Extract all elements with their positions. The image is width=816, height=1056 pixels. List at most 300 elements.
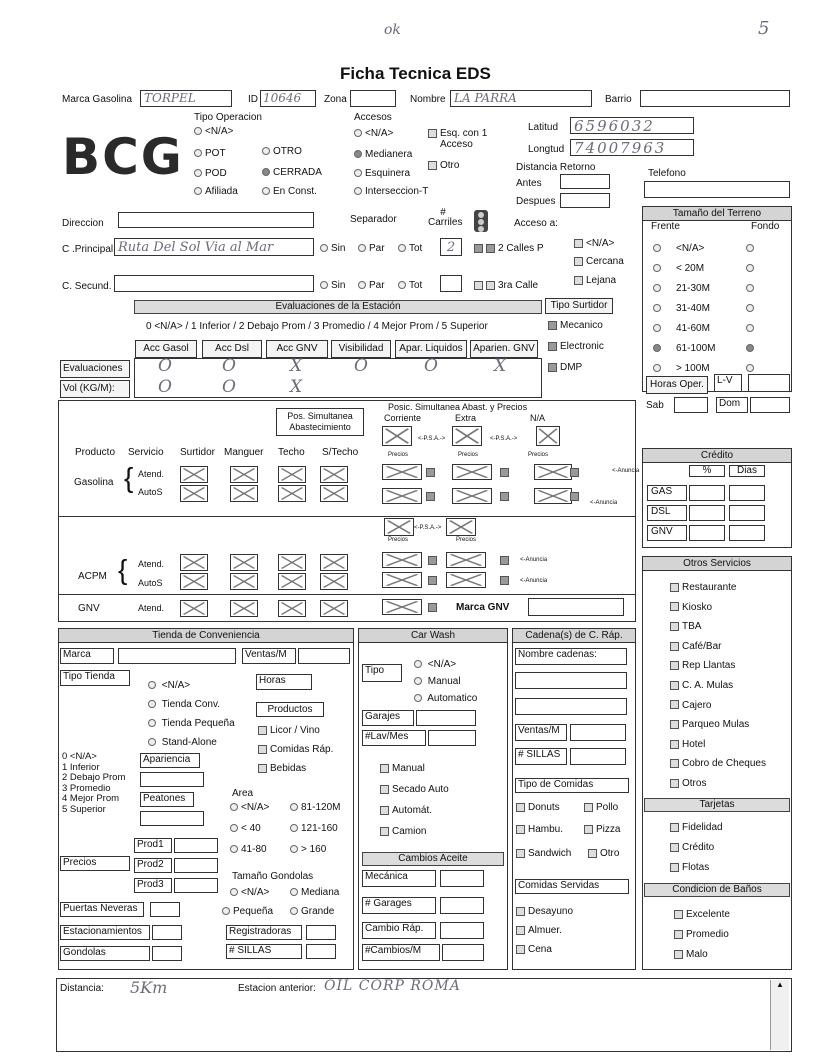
terreno-row-100[interactable]: > 100M bbox=[653, 359, 757, 379]
anuncia-checkbox[interactable] bbox=[500, 492, 509, 501]
comida-pollo[interactable]: Pollo bbox=[584, 802, 618, 813]
lv-field[interactable]: L-V bbox=[714, 374, 742, 392]
prod-licor[interactable]: Licor / Vino bbox=[258, 721, 333, 740]
producto-checkbox[interactable] bbox=[452, 426, 482, 446]
acpm-autos-label: AutoS bbox=[138, 578, 163, 588]
otros-servicios-title: Otros Servicios bbox=[643, 557, 791, 571]
op-en-const[interactable]: En Const. bbox=[262, 186, 317, 197]
extra-label: Extra bbox=[455, 413, 477, 423]
carwash-tipo-options bbox=[414, 656, 477, 707]
banos-list bbox=[674, 905, 730, 965]
acc-medianera[interactable]: Medianera bbox=[354, 149, 412, 160]
c-principal-field[interactable]: Ruta Del Sol Via al Mar bbox=[114, 238, 314, 256]
eval-mark-4: O bbox=[354, 356, 368, 376]
registradoras-field[interactable] bbox=[306, 925, 336, 940]
apariencia-label: Apariencia bbox=[140, 753, 200, 768]
otros-servicios-list bbox=[670, 578, 766, 794]
producto-checkbox[interactable] bbox=[382, 464, 422, 480]
svc-hotel[interactable]: Hotel bbox=[670, 735, 766, 755]
carwash-chk-secado[interactable]: Secado Auto bbox=[380, 779, 449, 800]
producto-checkbox[interactable] bbox=[230, 485, 258, 502]
peatones-label: Peatones bbox=[140, 792, 194, 807]
col-acc-gasol: Acc Gasol bbox=[135, 340, 197, 358]
vol-mark-1: O bbox=[158, 377, 172, 397]
eval-mark-1: O bbox=[158, 356, 172, 376]
cambio-rap-label: Cambio Ráp. bbox=[362, 922, 436, 939]
nombre-cadenas-field-2[interactable] bbox=[515, 698, 627, 715]
fondo-label: Fondo bbox=[751, 221, 780, 232]
tienda-horas-label: Horas bbox=[256, 674, 312, 690]
gondola-na[interactable]: <N/A> bbox=[230, 887, 269, 898]
anuncia-checkbox[interactable] bbox=[570, 468, 579, 477]
anuncia-checkbox[interactable] bbox=[428, 576, 437, 585]
tipo-tienda-label: Tipo Tienda bbox=[60, 670, 130, 686]
precios-label-2: Precios bbox=[458, 452, 479, 458]
producto-checkbox[interactable] bbox=[446, 552, 486, 568]
gondolas-field[interactable] bbox=[152, 946, 182, 961]
cadena-title: Cadena(s) de C. Ráp. bbox=[513, 629, 635, 643]
tienda-opt-conv[interactable]: Tienda Conv. bbox=[148, 695, 235, 714]
notes-scrollbar[interactable] bbox=[770, 980, 789, 1050]
tarjeta-fidelidad[interactable]: Fidelidad bbox=[670, 818, 723, 838]
anuncia-checkbox[interactable] bbox=[428, 556, 437, 565]
psa-label-1: <-P.S.A.-> bbox=[418, 436, 446, 442]
carwash-title: Car Wash bbox=[359, 629, 507, 643]
mecanica-field[interactable] bbox=[440, 870, 484, 887]
producto-checkbox[interactable] bbox=[180, 573, 208, 590]
productos-options bbox=[258, 721, 333, 778]
c-secund-field[interactable] bbox=[114, 275, 314, 292]
despues-field[interactable] bbox=[560, 193, 610, 208]
scale-3: 3 Promedio bbox=[62, 782, 111, 794]
terreno-row-20[interactable]: < 20M bbox=[653, 259, 757, 279]
anuncia-checkbox[interactable] bbox=[426, 492, 435, 501]
col-surtidor: Surtidor bbox=[180, 447, 216, 458]
svc-parqueo-mulas[interactable]: Parqueo Mulas bbox=[670, 715, 766, 735]
prod-comidas[interactable]: Comidas Ráp. bbox=[258, 740, 333, 759]
eval-mark-3: X bbox=[290, 356, 303, 376]
servida-cena[interactable]: Cena bbox=[516, 940, 573, 959]
scale-5: 5 Superior bbox=[62, 803, 106, 815]
col-acc-dsl: Acc Dsl bbox=[202, 340, 262, 358]
comida-otro[interactable]: Otro bbox=[588, 848, 619, 859]
gondola-mediana[interactable]: Mediana bbox=[290, 887, 339, 898]
col-servicio: Servicio bbox=[128, 447, 164, 458]
carriles-label: # Carriles bbox=[428, 207, 463, 228]
precios-label-4: Precios bbox=[388, 537, 409, 543]
garajes-label: Garajes bbox=[362, 710, 414, 726]
principal-carriles-field[interactable]: 2 bbox=[440, 238, 462, 256]
tarjeta-flotas[interactable]: Flotas bbox=[670, 858, 723, 878]
distancia-label: Distancia: bbox=[60, 983, 104, 994]
nombre-cadenas-field-1[interactable] bbox=[515, 672, 627, 689]
evaluaciones-grid bbox=[134, 358, 542, 398]
producto-checkbox[interactable] bbox=[278, 554, 306, 571]
evaluaciones-row-label: Evaluaciones bbox=[60, 360, 130, 378]
na-label: N/A bbox=[530, 413, 546, 423]
col-producto: Producto bbox=[75, 447, 116, 458]
tienda-sillas-label: # SILLAS bbox=[226, 944, 302, 959]
scale-0: 0 <N/A> bbox=[62, 751, 97, 762]
credito-pct-header: % bbox=[689, 465, 725, 477]
tienda-opt-pequena[interactable]: Tienda Pequeña bbox=[148, 714, 235, 733]
estacionamientos-field[interactable] bbox=[152, 925, 182, 940]
distancia-retorno-label: Distancia Retorno bbox=[516, 162, 596, 173]
credito-gnv-pct[interactable] bbox=[689, 525, 725, 541]
longitud-field[interactable]: 74007963 bbox=[570, 139, 694, 156]
anuncia-checkbox[interactable] bbox=[500, 556, 509, 565]
tienda-marca-field[interactable] bbox=[118, 648, 236, 664]
credito-dias-header: Dias bbox=[729, 465, 765, 477]
despues-label: Despues bbox=[516, 196, 556, 207]
scroll-up-icon[interactable]: ▲ bbox=[776, 980, 784, 989]
antes-label: Antes bbox=[516, 178, 542, 189]
gasolina-label: Gasolina bbox=[74, 477, 114, 488]
op-otro[interactable]: OTRO bbox=[262, 146, 302, 157]
nombre-field[interactable]: LA PARRA bbox=[450, 90, 592, 107]
servida-almuerzo[interactable]: Almuer. bbox=[516, 921, 573, 940]
puertas-neveras-field[interactable] bbox=[150, 902, 180, 917]
area-81-120[interactable]: 81-120M bbox=[290, 802, 340, 813]
op-pod[interactable]: POD bbox=[194, 168, 227, 179]
carwash-chk-automat[interactable]: Automát. bbox=[380, 800, 449, 821]
producto-checkbox[interactable] bbox=[230, 600, 258, 617]
prod3-field[interactable] bbox=[174, 878, 218, 893]
col-manguer: Manguer bbox=[224, 447, 264, 458]
posic-label: Posic. Simultanea Abast. y Precios bbox=[388, 402, 528, 412]
evaluaciones-header: Evaluaciones de la Estación bbox=[134, 300, 542, 314]
vol-row-label: Vol (KG/M): bbox=[60, 380, 130, 398]
svc-ca-mulas[interactable]: C. A. Mulas bbox=[670, 676, 766, 696]
surtidor-mecanico[interactable]: Mecanico bbox=[548, 320, 603, 331]
prod2-label: Prod2 bbox=[134, 858, 172, 873]
producto-checkbox[interactable] bbox=[320, 554, 348, 571]
id-label: ID bbox=[248, 94, 258, 105]
direccion-label: Direccion bbox=[62, 218, 104, 229]
producto-checkbox[interactable] bbox=[230, 466, 258, 483]
credito-gas-dias[interactable] bbox=[729, 485, 765, 501]
lv-hours-field[interactable] bbox=[748, 374, 790, 392]
id-field[interactable]: 10646 bbox=[260, 90, 316, 107]
col-s-techo: S/Techo bbox=[322, 447, 359, 458]
anuncia-checkbox[interactable] bbox=[426, 468, 435, 477]
prod-bebidas[interactable]: Bebidas bbox=[258, 759, 333, 778]
producto-checkbox[interactable] bbox=[382, 599, 422, 615]
estacion-anterior-value: OIL CORP ROMA bbox=[324, 978, 461, 994]
anuncia-label-3: <-Anuncia bbox=[520, 557, 548, 563]
producto-checkbox[interactable] bbox=[230, 554, 258, 571]
horas-oper-label: Horas Oper. bbox=[646, 376, 708, 394]
latitud-label: Latitud bbox=[528, 122, 559, 133]
sab-field[interactable] bbox=[674, 397, 708, 413]
secund-carriles-field[interactable] bbox=[440, 275, 462, 292]
precios-label-1: Precios bbox=[388, 452, 409, 458]
n-garages-field[interactable] bbox=[440, 897, 484, 914]
estacionamientos-label: Estacionamientos bbox=[60, 925, 150, 940]
evaluaciones-scale: 0 <N/A> / 1 Inferior / 2 Debajo Prom / 3 Promedio / 4 Mejor Prom / 5 Superior bbox=[146, 321, 488, 332]
producto-checkbox[interactable] bbox=[180, 485, 208, 502]
barrio-label: Barrio bbox=[605, 94, 632, 105]
n-cambios-field[interactable] bbox=[442, 944, 484, 961]
acpm-atend-label: Atend. bbox=[138, 559, 165, 569]
latitud-field[interactable]: 6596032 bbox=[570, 117, 694, 134]
prod2-field[interactable] bbox=[174, 858, 218, 873]
puertas-neveras-label: Puertas Neveras bbox=[60, 902, 144, 917]
tarjeta-credito[interactable]: Crédito bbox=[670, 838, 723, 858]
marca-gnv-field[interactable] bbox=[528, 598, 624, 616]
acceso-lejana[interactable]: Lejana bbox=[574, 275, 616, 286]
gas-atend-label: Atend. bbox=[138, 469, 165, 479]
principal-par[interactable]: Par bbox=[358, 243, 385, 254]
tienda-sillas-field[interactable] bbox=[306, 944, 336, 959]
comida-sandwich[interactable]: Sandwich bbox=[516, 848, 571, 859]
cambio-rap-field[interactable] bbox=[440, 922, 484, 939]
credito-dsl-pct[interactable] bbox=[689, 505, 725, 521]
acceso-cercana[interactable]: Cercana bbox=[574, 256, 624, 267]
tienda-ventas-field[interactable] bbox=[298, 648, 350, 664]
svc-cajero[interactable]: Cajero bbox=[670, 696, 766, 716]
bano-malo[interactable]: Malo bbox=[674, 945, 730, 965]
col-apar-liquidos: Apar. Liquidos bbox=[395, 340, 467, 358]
producto-checkbox[interactable] bbox=[382, 552, 422, 568]
vol-mark-2: O bbox=[222, 377, 236, 397]
comidas-servidas-title: Comidas Servidas bbox=[515, 879, 629, 894]
page-number: 5 bbox=[758, 18, 770, 39]
svc-tba[interactable]: TBA bbox=[670, 617, 766, 637]
direccion-field[interactable] bbox=[118, 212, 314, 228]
carwash-opt-na[interactable]: <N/A> bbox=[414, 656, 477, 673]
op-afiliada[interactable]: Afiliada bbox=[194, 186, 238, 197]
tarjetas-list bbox=[670, 818, 723, 878]
principal-sin[interactable]: Sin bbox=[320, 243, 345, 254]
credito-dsl: DSL bbox=[647, 505, 687, 521]
vol-mark-3: X bbox=[290, 377, 303, 397]
credito-gnv: GNV bbox=[647, 525, 687, 541]
acpm-label: ACPM bbox=[78, 571, 107, 582]
c-secund-label: C. Secund. bbox=[62, 281, 112, 292]
acceso-na[interactable]: <N/A> bbox=[574, 238, 614, 249]
carwash-opt-automatico[interactable]: Automatico bbox=[414, 690, 477, 707]
svc-otros[interactable]: Otros bbox=[670, 774, 766, 794]
eval-mark-6: X bbox=[494, 356, 507, 376]
svc-kiosko[interactable]: Kiosko bbox=[670, 598, 766, 618]
acpm-brace: { bbox=[118, 554, 128, 585]
producto-divider-2 bbox=[58, 594, 636, 595]
producto-checkbox[interactable] bbox=[180, 554, 208, 571]
pos-sim-label: Pos. Simultanea Abastecimiento bbox=[276, 408, 364, 436]
op-pot[interactable]: POT bbox=[194, 148, 226, 159]
svc-rep-llantas[interactable]: Rep Llantas bbox=[670, 656, 766, 676]
dom-label: Dom bbox=[716, 397, 748, 413]
producto-checkbox[interactable] bbox=[534, 464, 572, 480]
c-principal-label: C .Principal bbox=[62, 244, 114, 255]
col-acc-gnv: Acc GNV bbox=[266, 340, 328, 358]
op-na[interactable]: <N/A> bbox=[194, 126, 233, 137]
producto-checkbox[interactable] bbox=[320, 600, 348, 617]
producto-checkbox[interactable] bbox=[278, 573, 306, 590]
svc-cafe-bar[interactable]: Café/Bar bbox=[670, 637, 766, 657]
producto-checkbox[interactable] bbox=[180, 466, 208, 483]
distancia-value: 5Km bbox=[130, 978, 168, 997]
apariencia-field[interactable] bbox=[140, 772, 204, 787]
credito-gnv-dias[interactable] bbox=[729, 525, 765, 541]
comida-donuts[interactable]: Donuts bbox=[516, 802, 560, 813]
area-na[interactable]: <N/A> bbox=[230, 802, 269, 813]
anuncia-checkbox[interactable] bbox=[500, 576, 509, 585]
productos-title: Productos bbox=[256, 702, 324, 717]
prod1-field[interactable] bbox=[174, 838, 218, 853]
area-label: Area bbox=[232, 788, 254, 799]
carwash-tipo-label: Tipo bbox=[362, 664, 402, 682]
separador-label: Separador bbox=[350, 214, 397, 225]
longitud-label: Longtud bbox=[528, 144, 565, 155]
gondola-grande[interactable]: Grande bbox=[290, 906, 334, 917]
producto-checkbox[interactable] bbox=[320, 573, 348, 590]
credito-dsl-dias[interactable] bbox=[729, 505, 765, 521]
col-visibilidad: Visibilidad bbox=[331, 340, 391, 358]
terreno-title: Tamaño del Terreno bbox=[643, 207, 791, 221]
acc-esquinera[interactable]: Esquinera bbox=[354, 168, 410, 179]
producto-checkbox[interactable] bbox=[230, 573, 258, 590]
garajes-field[interactable] bbox=[416, 710, 476, 726]
tipo-tienda-options bbox=[148, 676, 235, 752]
precios-label-3: Precios bbox=[528, 452, 549, 458]
comida-hambu[interactable]: Hambu. bbox=[516, 824, 563, 835]
producto-checkbox[interactable] bbox=[446, 518, 476, 536]
producto-checkbox[interactable] bbox=[534, 488, 572, 504]
bano-promedio[interactable]: Promedio bbox=[674, 925, 730, 945]
acc-esq-acceso[interactable]: Esq. con 1 Acceso bbox=[428, 128, 496, 150]
telefono-field[interactable] bbox=[644, 181, 790, 198]
telefono-label: Telefono bbox=[648, 168, 686, 179]
producto-checkbox[interactable] bbox=[382, 488, 422, 504]
principal-tot[interactable]: Tot bbox=[398, 243, 422, 254]
gnv-atend-label: Atend. bbox=[138, 603, 165, 613]
area-160[interactable]: > 160 bbox=[290, 844, 326, 855]
producto-checkbox[interactable] bbox=[536, 426, 560, 446]
zona-field[interactable] bbox=[350, 90, 396, 107]
svc-cobro-cheques[interactable]: Cobro de Cheques bbox=[670, 754, 766, 774]
marca-field[interactable]: TORPEL bbox=[140, 90, 232, 107]
anuncia-checkbox[interactable] bbox=[500, 468, 509, 477]
prod1-label: Prod1 bbox=[134, 838, 172, 853]
acceso-a-label: Acceso a: bbox=[514, 218, 558, 229]
frente-label: Frente bbox=[651, 221, 680, 232]
gnv-label: GNV bbox=[78, 603, 100, 614]
producto-checkbox[interactable] bbox=[278, 600, 306, 617]
producto-checkbox[interactable] bbox=[452, 464, 492, 480]
producto-checkbox[interactable] bbox=[384, 518, 414, 536]
cadena-sillas-field[interactable] bbox=[570, 748, 626, 765]
antes-field[interactable] bbox=[560, 174, 610, 189]
carwash-opt-manual[interactable]: Manual bbox=[414, 673, 477, 690]
lav-mes-label: #Lav/Mes bbox=[362, 730, 426, 746]
producto-checkbox[interactable] bbox=[278, 466, 306, 483]
eval-mark-5: O bbox=[424, 356, 438, 376]
area-41-80[interactable]: 41-80 bbox=[230, 844, 267, 855]
bcg-logo: BCG bbox=[62, 128, 184, 186]
secund-par[interactable]: Par bbox=[358, 280, 385, 291]
scale-1: 1 Inferior bbox=[62, 761, 100, 773]
page-title: Ficha Tecnica EDS bbox=[340, 64, 491, 83]
tarjetas-title: Tarjetas bbox=[644, 798, 790, 812]
secund-sin[interactable]: Sin bbox=[320, 280, 345, 291]
bano-excelente[interactable]: Excelente bbox=[674, 905, 730, 925]
terreno-row-61-100[interactable]: 61-100M bbox=[653, 339, 757, 359]
scale-2: 2 Debajo Prom bbox=[62, 772, 126, 783]
terreno-row-na[interactable]: <N/A> bbox=[653, 239, 757, 259]
anuncia-checkbox[interactable] bbox=[428, 603, 437, 612]
surtidor-dmp[interactable]: DMP bbox=[548, 362, 582, 373]
corriente-label: Corriente bbox=[384, 413, 422, 423]
surtidor-electronic[interactable]: Electronic bbox=[548, 341, 604, 352]
terreno-row-31-40[interactable]: 31-40M bbox=[653, 299, 757, 319]
area-40[interactable]: < 40 bbox=[230, 823, 261, 834]
secund-tot[interactable]: Tot bbox=[398, 280, 422, 291]
psa-label-2: <-P.S.A.-> bbox=[490, 436, 518, 442]
producto-divider-1 bbox=[58, 516, 636, 517]
producto-checkbox[interactable] bbox=[320, 466, 348, 483]
terreno-row-41-60[interactable]: 41-60M bbox=[653, 319, 757, 339]
col-aparien-gnv: Aparien. GNV bbox=[470, 340, 538, 358]
producto-checkbox[interactable] bbox=[320, 485, 348, 502]
gondola-pequena[interactable]: Pequeña bbox=[222, 906, 273, 917]
credito-gas-pct[interactable] bbox=[689, 485, 725, 501]
tipo-operacion-title: Tipo Operacion bbox=[194, 112, 262, 123]
anuncia-label-4: <-Anuncia bbox=[520, 578, 548, 584]
anuncia-checkbox[interactable] bbox=[570, 492, 579, 501]
tienda-opt-na[interactable]: <N/A> bbox=[148, 676, 235, 695]
psa-label-3: <-P.S.A.-> bbox=[414, 525, 442, 531]
gondolas-label: Gondolas bbox=[60, 946, 150, 961]
tienda-scale bbox=[62, 752, 125, 815]
sab-label: Sab bbox=[646, 400, 664, 411]
tienda-title: Tienda de Conveniencia bbox=[59, 629, 353, 643]
acc-otro[interactable]: Otro bbox=[428, 160, 459, 171]
registradoras-label: Registradoras bbox=[226, 925, 302, 940]
producto-checkbox[interactable] bbox=[382, 426, 412, 446]
acc-interseccion[interactable]: Interseccion-T bbox=[354, 186, 428, 197]
producto-checkbox[interactable] bbox=[452, 488, 492, 504]
dom-field[interactable] bbox=[750, 397, 790, 413]
cadena-ventas-field[interactable] bbox=[570, 724, 626, 741]
peatones-field[interactable] bbox=[140, 811, 204, 826]
carwash-chk-manual[interactable]: Manual bbox=[380, 758, 449, 779]
barrio-field[interactable] bbox=[640, 90, 790, 107]
area-121-160[interactable]: 121-160 bbox=[290, 823, 338, 834]
calle3-check[interactable]: 3ra Calle bbox=[474, 280, 538, 291]
anuncia-label-2: <-Anuncia bbox=[590, 500, 618, 506]
producto-checkbox[interactable] bbox=[278, 485, 306, 502]
col-techo: Techo bbox=[278, 447, 305, 458]
op-cerrada[interactable]: CERRADA bbox=[262, 167, 322, 178]
acc-na[interactable]: <N/A> bbox=[354, 128, 393, 139]
tienda-ventas-label: Ventas/M bbox=[242, 648, 296, 664]
anuncia-label-1: <-Anuncia bbox=[612, 468, 640, 474]
traffic-light-icon bbox=[474, 210, 488, 232]
producto-checkbox[interactable] bbox=[382, 572, 422, 588]
calles2-check[interactable]: 2 Calles P bbox=[474, 243, 544, 254]
carwash-chk-camion[interactable]: Camion bbox=[380, 821, 449, 842]
svc-restaurante[interactable]: Restaurante bbox=[670, 578, 766, 598]
producto-checkbox[interactable] bbox=[446, 572, 486, 588]
terreno-row-21-30[interactable]: 21-30M bbox=[653, 279, 757, 299]
tienda-opt-standalone[interactable]: Stand-Alone bbox=[148, 733, 235, 752]
lav-mes-field[interactable] bbox=[428, 730, 476, 746]
servida-desayuno[interactable]: Desayuno bbox=[516, 902, 573, 921]
producto-checkbox[interactable] bbox=[180, 600, 208, 617]
comida-pizza[interactable]: Pizza bbox=[584, 824, 620, 835]
